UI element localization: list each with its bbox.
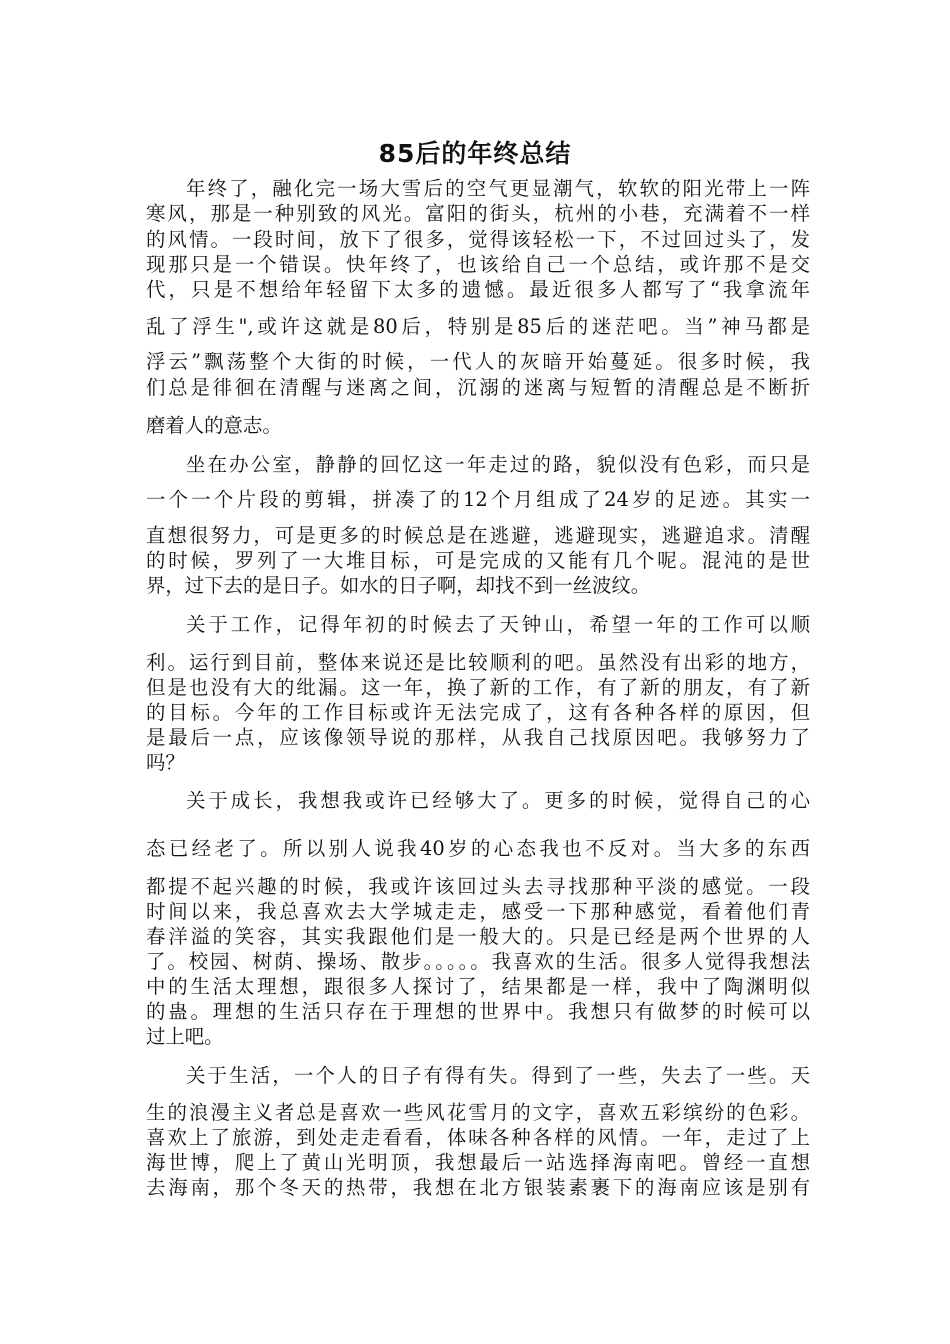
paragraph-line: 吗？ (146, 751, 185, 774)
document-title: 85后的年终总结 (378, 139, 572, 168)
paragraph-line: 时间以来，我总喜欢去大学城走走，感受一下那种感觉，看着他们青 (146, 900, 810, 923)
paragraph-line: 的蛊。理想的生活只存在于理想的世界中。我想只有做梦的时候可以 (146, 1000, 810, 1023)
paragraph-line: 的时候，罗列了一大堆目标，可是完成的又能有几个呢。混沌的是世 (146, 549, 810, 572)
paragraph-line: 坐在办公室，静静的回忆这一年走过的路，貌似没有色彩，而只是 (186, 453, 810, 476)
paragraph-line: 的目标。今年的工作目标或许无法完成了，这有各种各样的原因，但 (146, 701, 810, 724)
paragraph-line: 关于生活，一个人的日子有得有失。得到了一些，失去了一些。天 (186, 1064, 810, 1087)
paragraph-line: 界，过下去的是日子。如水的日子啊，却找不到一丝波纹。 (146, 574, 651, 597)
paragraph-line: 态已经老了。所以别人说我40岁的心态我也不反对。当大多的东西 (146, 837, 810, 860)
paragraph-line: 了。校园、树荫、操场、散步。。。。。我喜欢的生活。很多人觉得我想法 (146, 950, 810, 973)
paragraph-line: 利。运行到目前，整体来说还是比较顺利的吧。虽然没有出彩的地方， (146, 651, 810, 674)
paragraph-line: 春洋溢的笑容，其实我跟他们是一般大的。只是已经是两个世界的人 (146, 925, 810, 948)
paragraph-line: 一个一个片段的剪辑，拼凑了的12个月组成了24岁的足迹。其实一 (146, 488, 810, 511)
paragraph-line: 生的浪漫主义者总是喜欢一些风花雪月的文字，喜欢五彩缤纷的色彩。 (146, 1101, 810, 1124)
paragraph-line: 喜欢上了旅游，到处走走看看，体味各种各样的风情。一年，走过了上 (146, 1126, 810, 1149)
paragraph-line: 去海南，那个冬天的热带，我想在北方银装素裹下的海南应该是别有 (146, 1176, 810, 1199)
paragraph-line: 是最后一点，应该像领导说的那样，从我自己找原因吧。我够努力了 (146, 726, 810, 749)
paragraph-line: 直想很努力，可是更多的时候总是在逃避，逃避现实，逃避追求。清醒 (146, 524, 810, 547)
paragraph-line: 但是也没有大的纰漏。这一年，换了新的工作，有了新的朋友，有了新 (146, 676, 810, 699)
paragraph-line: 海世博，爬上了黄山光明顶，我想最后一站选择海南吧。曾经一直想 (146, 1151, 810, 1174)
paragraph-line: 浮云”飘荡整个大街的时候，一代人的灰暗开始蔓延。很多时候，我 (146, 350, 810, 373)
paragraph-line: 的风情。一段时间，放下了很多，觉得该轻松一下，不过回过头了，发 (146, 228, 810, 251)
paragraph-line: 年终了，融化完一场大雪后的空气更显潮气，软软的阳光带上一阵 (186, 177, 810, 200)
paragraph-line: 过上吧。 (146, 1025, 224, 1048)
paragraph-line: 现那只是一个错误。快年终了，也该给自己一个总结，或许那不是交 (146, 253, 810, 276)
paragraph-line: 中的生活太理想，跟很多人探讨了，结果都是一样，我中了陶渊明似 (146, 975, 810, 998)
paragraph-line: 代，只是不想给年轻留下太多的遗憾。最近很多人都写了“我拿流年 (146, 278, 810, 301)
paragraph-line: 寒风，那是一种别致的风光。富阳的街头，杭州的小巷，充满着不一样 (146, 202, 810, 225)
paragraph-line: 乱了浮生",或许这就是80后，特别是85后的迷茫吧。当”神马都是 (146, 315, 810, 338)
paragraph-line: 磨着人的意志。 (146, 414, 282, 437)
paragraph-line: 都提不起兴趣的时候，我或许该回过头去寻找那种平淡的感觉。一段 (146, 875, 810, 898)
paragraph-line: 关于成长，我想我或许已经够大了。更多的时候，觉得自己的心 (186, 789, 810, 812)
paragraph-line: 关于工作，记得年初的时候去了天钟山，希望一年的工作可以顺 (186, 613, 810, 636)
paragraph-line: 们总是徘徊在清醒与迷离之间，沉溺的迷离与短暂的清醒总是不断折 (146, 376, 810, 399)
